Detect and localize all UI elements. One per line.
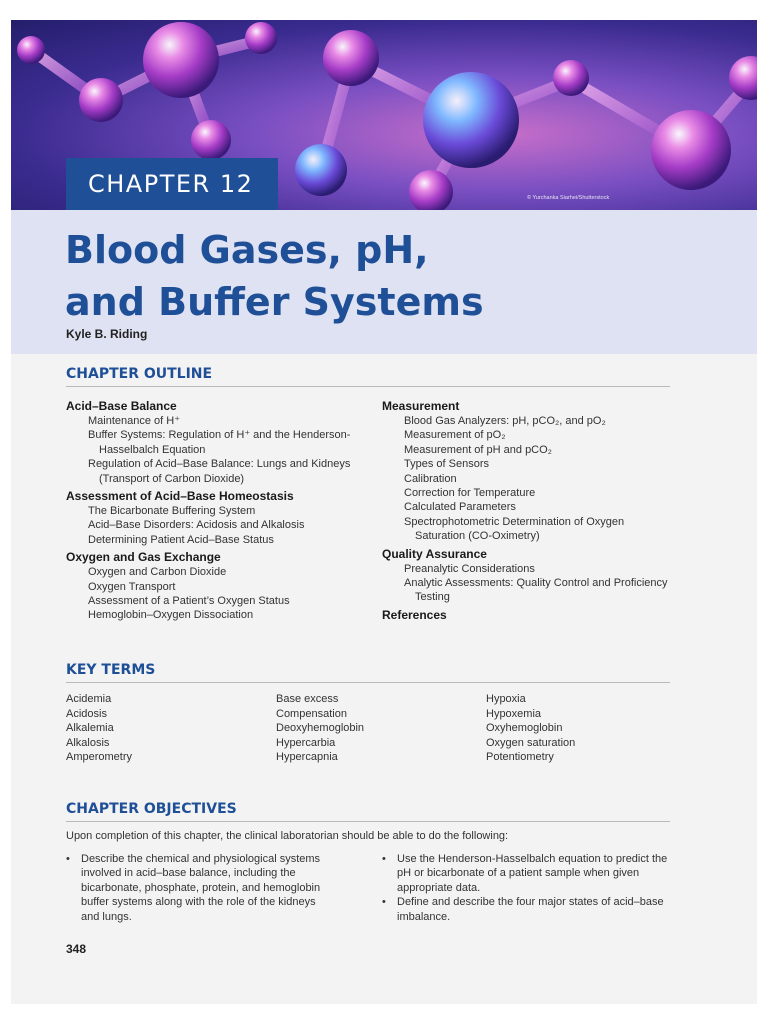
outline-section-heading: Quality Assurance [382, 546, 487, 561]
outline-item: Preanalytic Considerations [404, 562, 535, 575]
key-term: Base excess [276, 693, 339, 705]
chapter-banner [11, 20, 757, 210]
outline-item: Regulation of Acid–Base Balance: Lungs and Kidneys (Transport of Carbon Dioxide) [88, 458, 351, 485]
outline-item: Assessment of a Patient’s Oxygen Status [88, 595, 290, 608]
key-terms-column-1 [66, 692, 266, 765]
key-term: Acidemia [66, 693, 112, 705]
outline-item: Calculated Parameters [404, 501, 516, 514]
outline-item: Oxygen and Carbon Dioxide [88, 566, 227, 579]
chapter-objectives-heading: CHAPTER OBJECTIVES [66, 801, 670, 822]
chapter-outline-heading: CHAPTER OUTLINE [66, 366, 670, 387]
key-terms-heading: KEY TERMS [66, 662, 670, 683]
chapter-title-line-2: and Buffer Systems [65, 280, 484, 324]
outline-item: Blood Gas Analyzers: pH, pCO₂, and pO₂ [404, 415, 606, 427]
outline-item: Oxygen Transport [88, 580, 176, 593]
outline-item: Correction for Temperature [404, 487, 536, 500]
outline-item: Types of Sensors [404, 458, 489, 471]
chapter-label: CHAPTER 12 [66, 158, 278, 210]
outline-column-2 [382, 398, 672, 623]
outline-item: Buffer Systems: Regulation of H⁺ and the Henderson-Hasselbalch Equation [88, 429, 351, 456]
image-credit: © Yurchanka Siarhei/Shutterstock [527, 195, 610, 201]
key-term: Alkalemia [66, 722, 114, 735]
key-term: Oxygen saturation [486, 736, 576, 749]
key-term: Deoxyhemoglobin [276, 722, 365, 735]
outline-item: Hemoglobin–Oxygen Dissociation [88, 609, 254, 622]
key-term: Potentiometry [486, 751, 554, 764]
page-number: 348 [66, 942, 87, 956]
outline-item: Measurement of pO₂ [404, 429, 506, 442]
outline-item: Acid–Base Disorders: Acidosis and Alkalosis [88, 519, 305, 532]
key-term: Hypercapnia [276, 751, 338, 764]
outline-column-1 [66, 398, 366, 623]
outline-item: The Bicarbonate Buffering System [88, 505, 256, 518]
key-terms-column-2 [276, 692, 476, 765]
outline-section-heading: Acid–Base Balance [66, 399, 177, 413]
textbook-page [11, 20, 757, 1004]
outline-item: Maintenance of H⁺ [88, 415, 181, 427]
objective-item: • Define and describe the four major states of acid–base imbalance. [382, 895, 672, 924]
outline-item: Analytic Assessments: Quality Control and Proficiency Testing [404, 577, 668, 604]
chapter-title [65, 224, 705, 328]
key-terms-column-3 [486, 692, 686, 765]
key-term: Acidosis [66, 707, 107, 720]
key-term: Compensation [276, 707, 347, 720]
key-term: Hypercarbia [276, 736, 336, 749]
key-term: Oxyhemoglobin [486, 722, 563, 735]
objective-item: • Describe the chemical and physiological systems involved in acid–base balance, including the bicarbonate, phosphate, protein, and hemoglobin buffer systems along with the role of the kidneys and lungs. [66, 852, 336, 924]
outline-item: Measurement of pH and pCO₂ [404, 443, 552, 456]
outline-section-heading: References [382, 607, 447, 622]
key-term: Alkalosis [66, 736, 110, 749]
objectives-intro: Upon completion of this chapter, the clinical laboratorian should be able to do the following: [66, 830, 509, 842]
outline-section-heading: Oxygen and Gas Exchange [66, 550, 221, 565]
outline-item: Determining Patient Acid–Base Status [88, 533, 274, 546]
outline-item: Spectrophotometric Determination of Oxygen Saturation (CO-Oximetry) [404, 515, 625, 543]
objectives-column-2 [382, 852, 672, 924]
outline-section-heading: Measurement [382, 399, 460, 413]
chapter-title-line-1: Blood Gases, pH, [65, 228, 429, 272]
title-block [11, 210, 757, 354]
objective-item: • Use the Henderson-Hasselbalch equation to predict the pH or bicarbonate of a patient sample when given appropriate data. [382, 852, 672, 895]
key-term: Hypoxia [486, 693, 526, 705]
key-term: Amperometry [66, 751, 133, 764]
outline-item: Calibration [404, 472, 457, 485]
outline-section-heading: Assessment of Acid–Base Homeostasis [66, 489, 294, 504]
objectives-column-1 [66, 852, 336, 924]
key-term: Hypoxemia [486, 707, 542, 720]
author-name: Kyle B. Riding [66, 327, 148, 341]
